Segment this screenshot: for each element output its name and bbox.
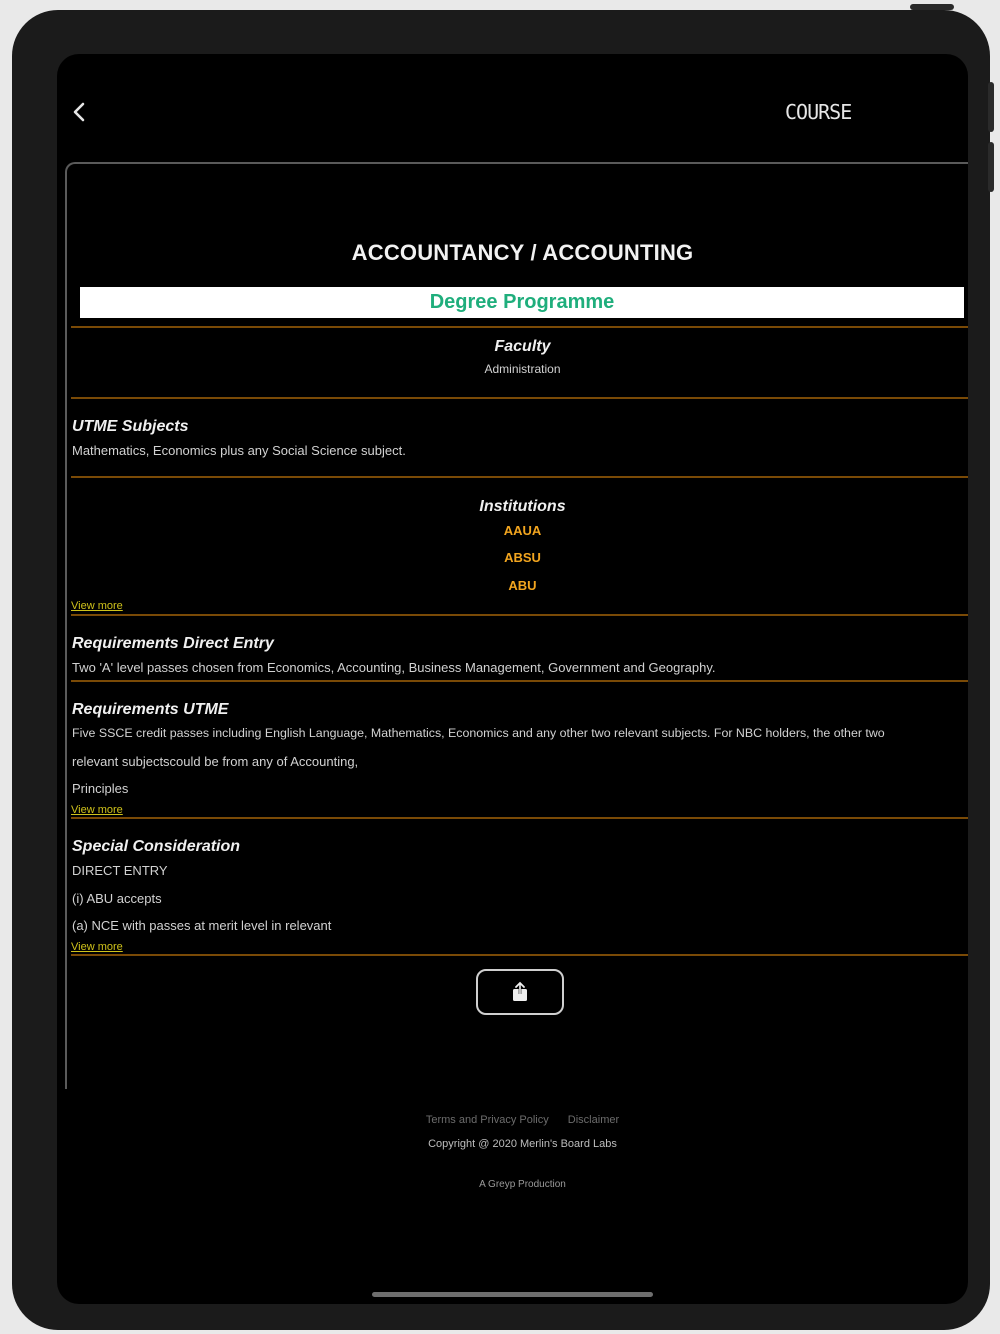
share-icon	[510, 981, 530, 1003]
home-indicator[interactable]	[372, 1292, 653, 1297]
special-consideration-line: (a) NCE with passes at merit level in relevant	[72, 918, 332, 933]
app-screen	[57, 54, 968, 1304]
requirements-utme-line: Five SSCE credit passes including English Language, Mathematics, Economics and any other two relevant subjects. For NBC holders, the other two	[72, 726, 885, 740]
divider	[71, 817, 968, 819]
institution-item[interactable]: ABSU	[504, 550, 541, 565]
back-button[interactable]	[67, 98, 91, 126]
divider	[71, 680, 968, 682]
institutions-view-more-link[interactable]: View more	[71, 600, 123, 612]
divider	[71, 954, 968, 956]
special-consideration-label: Special Consideration	[72, 838, 241, 855]
institution-item[interactable]: AAUA	[503, 523, 542, 538]
requirements-utme-line: relevant subjectscould be from any of Accounting,	[72, 754, 359, 769]
divider	[71, 614, 968, 616]
requirements-utme-label: Requirements UTME	[72, 701, 229, 718]
requirements-utme-line: Principles	[72, 781, 129, 796]
volume-down-button	[988, 142, 994, 192]
divider	[71, 326, 968, 328]
chevron-left-icon	[72, 101, 86, 123]
institutions-label: Institutions	[479, 498, 566, 515]
volume-up-button	[988, 82, 994, 132]
degree-programme-banner: Degree Programme	[80, 287, 964, 318]
requirements-direct-entry-label: Requirements Direct Entry	[72, 635, 274, 652]
utme-subjects-value: Mathematics, Economics plus any Social Science subject.	[72, 443, 406, 458]
terms-privacy-link[interactable]: Terms and Privacy Policy	[425, 1114, 549, 1126]
faculty-value: Administration	[484, 362, 561, 376]
divider	[71, 397, 968, 399]
share-button[interactable]	[476, 969, 564, 1015]
requirements-direct-entry-value: Two 'A' level passes chosen from Economics, Accounting, Business Management, Government and Geography.	[72, 660, 716, 675]
footer-links	[57, 1114, 968, 1126]
special-consideration-line: DIRECT ENTRY	[72, 863, 168, 878]
copyright-text: Copyright @ 2020 Merlin's Board Labs	[428, 1138, 617, 1150]
disclaimer-link[interactable]: Disclaimer	[567, 1114, 620, 1126]
utme-subjects-label: UTME Subjects	[72, 418, 189, 435]
nav-title: COURSE	[785, 100, 852, 124]
production-credit: A Greyp Production	[479, 1179, 566, 1190]
course-title: ACCOUNTANCY / ACCOUNTING	[351, 240, 694, 265]
special-consideration-line: (i) ABU accepts	[72, 891, 162, 906]
institution-item[interactable]: ABU	[508, 578, 537, 593]
top-button	[910, 4, 954, 10]
divider	[71, 476, 968, 478]
special-consideration-view-more-link[interactable]: View more	[71, 941, 123, 953]
requirements-utme-view-more-link[interactable]: View more	[71, 804, 123, 816]
faculty-label: Faculty	[494, 338, 551, 355]
device-frame	[12, 10, 990, 1330]
